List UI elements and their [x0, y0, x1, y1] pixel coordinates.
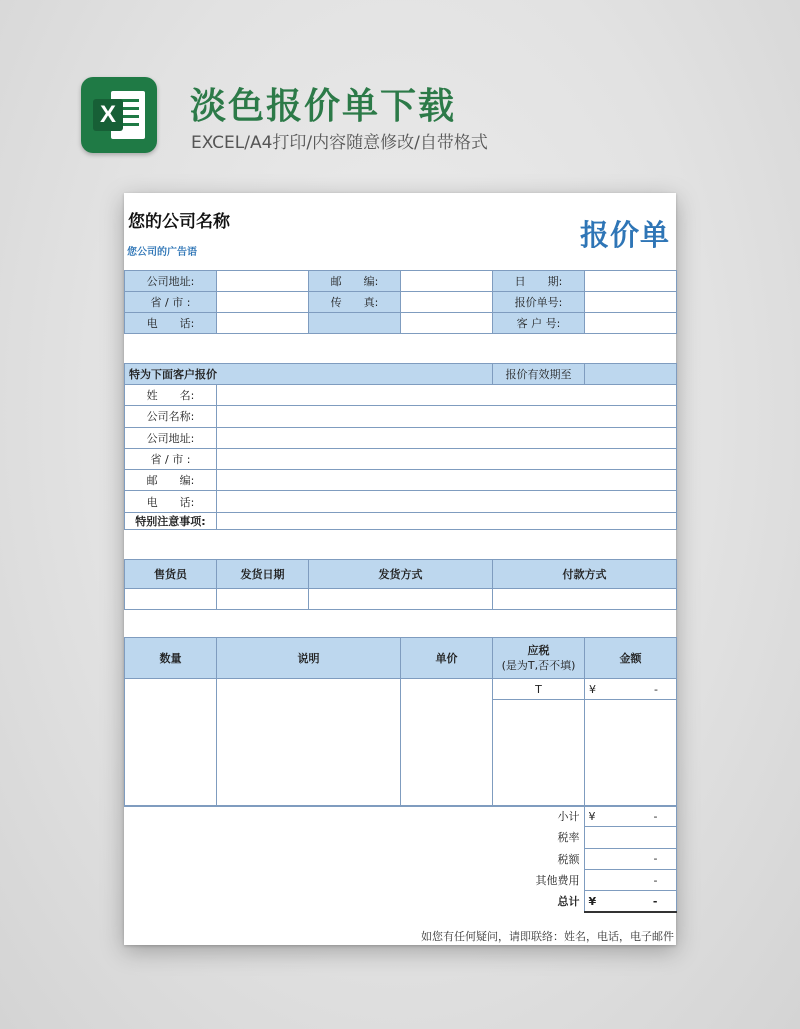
amount-header: 金额 [585, 638, 677, 679]
page-title: 淡色报价单下载 [190, 86, 457, 127]
payment-header: 付款方式 [493, 560, 677, 589]
cust-company-field[interactable] [217, 406, 677, 427]
amount-value: - [654, 682, 658, 696]
qty-header: 数量 [125, 638, 217, 679]
fax-label: 传 真: [309, 292, 401, 313]
cust-province-label: 省 / 市 : [125, 448, 217, 469]
notes-label: 特别注意事项: [125, 512, 217, 529]
tax-cell [584, 848, 676, 869]
total-cell [584, 891, 676, 912]
cust-province-field[interactable] [217, 448, 677, 469]
unit-price-header: 单价 [401, 638, 493, 679]
province-label: 省 / 市 : [125, 292, 217, 313]
company-name[interactable]: 您的公司名称 [128, 212, 230, 232]
quotation-sheet [124, 193, 676, 945]
contact-footer: 如您有任何疑问，请即联络：姓名，电话，电子邮件 [421, 930, 674, 943]
quote-no-label: 报价单号: [493, 292, 585, 313]
excel-icon [81, 77, 157, 153]
customer-header-table [124, 363, 677, 385]
zip-field[interactable] [401, 271, 493, 292]
taxable-header-note: (是为T,否不填) [501, 659, 576, 672]
customer-no-field[interactable] [585, 313, 677, 334]
total-label: 总计 [557, 895, 580, 909]
unit-price-cell[interactable] [401, 679, 493, 807]
ship-method-field[interactable] [309, 589, 493, 610]
customer-section-heading: 特为下面客户报价 [125, 364, 493, 385]
salesperson-header: 售货员 [125, 560, 217, 589]
customer-info-table [124, 384, 677, 530]
cust-zip-field[interactable] [217, 470, 677, 491]
quote-no-field[interactable] [585, 292, 677, 313]
customer-no-label: 客 户 号: [493, 313, 585, 334]
cust-phone-label: 电 话: [125, 491, 217, 512]
fax-field[interactable] [401, 292, 493, 313]
company-slogan[interactable]: 您公司的广告语 [127, 247, 197, 258]
ship-date-header: 发货日期 [217, 560, 309, 589]
total-currency: ¥ [588, 894, 597, 908]
company-info-table [124, 270, 677, 334]
tax-rate-field[interactable] [584, 827, 676, 848]
cust-zip-label: 邮 编: [125, 470, 217, 491]
desc-header: 说明 [217, 638, 401, 679]
salesperson-field[interactable] [125, 589, 217, 610]
desc-cell[interactable] [217, 679, 401, 807]
blank-field[interactable] [401, 313, 493, 334]
cust-company-label: 公司名称: [125, 406, 217, 427]
tax-rate-label: 税率 [557, 831, 580, 845]
address-label: 公司地址: [125, 271, 217, 292]
qty-cell[interactable] [125, 679, 217, 807]
totals-table [124, 805, 677, 913]
valid-until-label: 报价有效期至 [493, 364, 585, 385]
zip-label: 邮 编: [309, 271, 401, 292]
ship-method-header: 发货方式 [309, 560, 493, 589]
phone-field[interactable] [217, 313, 309, 334]
shipping-table [124, 559, 677, 610]
cust-name-label: 姓 名: [125, 385, 217, 406]
other-fees-value: - [653, 873, 658, 887]
address-field[interactable] [217, 271, 309, 292]
tax-label: 税额 [557, 852, 580, 866]
amount-cell [585, 679, 677, 700]
taxable-cell[interactable]: T [493, 679, 585, 700]
other-fees-label: 其他费用 [535, 874, 580, 888]
cust-phone-field[interactable] [217, 491, 677, 512]
taxable-header-label: 应税 [527, 644, 550, 657]
taxable-header [493, 638, 585, 679]
page-subtitle: EXCEL/A4打印/内容随意修改/自带格式 [191, 133, 488, 153]
cust-address-field[interactable] [217, 427, 677, 448]
other-fees-cell[interactable] [584, 869, 676, 890]
excel-x-letter: X [93, 99, 123, 131]
subtotal-currency: ¥ [588, 809, 596, 823]
cust-address-label: 公司地址: [125, 427, 217, 448]
taxable-cell-empty[interactable] [493, 700, 585, 807]
items-table [124, 637, 677, 807]
valid-until-field[interactable] [585, 364, 677, 385]
notes-field[interactable] [217, 512, 677, 529]
subtotal-value: - [653, 809, 658, 823]
date-field[interactable] [585, 271, 677, 292]
tax-value: - [653, 852, 658, 866]
amount-currency: ¥ [589, 682, 596, 696]
cust-name-field[interactable] [217, 385, 677, 406]
subtotal-label: 小计 [492, 806, 584, 827]
province-field[interactable] [217, 292, 309, 313]
amount-cell-empty [585, 700, 677, 807]
phone-label: 电 话: [125, 313, 217, 334]
payment-field[interactable] [493, 589, 677, 610]
date-label: 日 期: [493, 271, 585, 292]
blank-label [309, 313, 401, 334]
doc-title: 报价单 [579, 218, 670, 252]
subtotal-cell [584, 806, 676, 827]
ship-date-field[interactable] [217, 589, 309, 610]
total-value: - [652, 894, 658, 908]
